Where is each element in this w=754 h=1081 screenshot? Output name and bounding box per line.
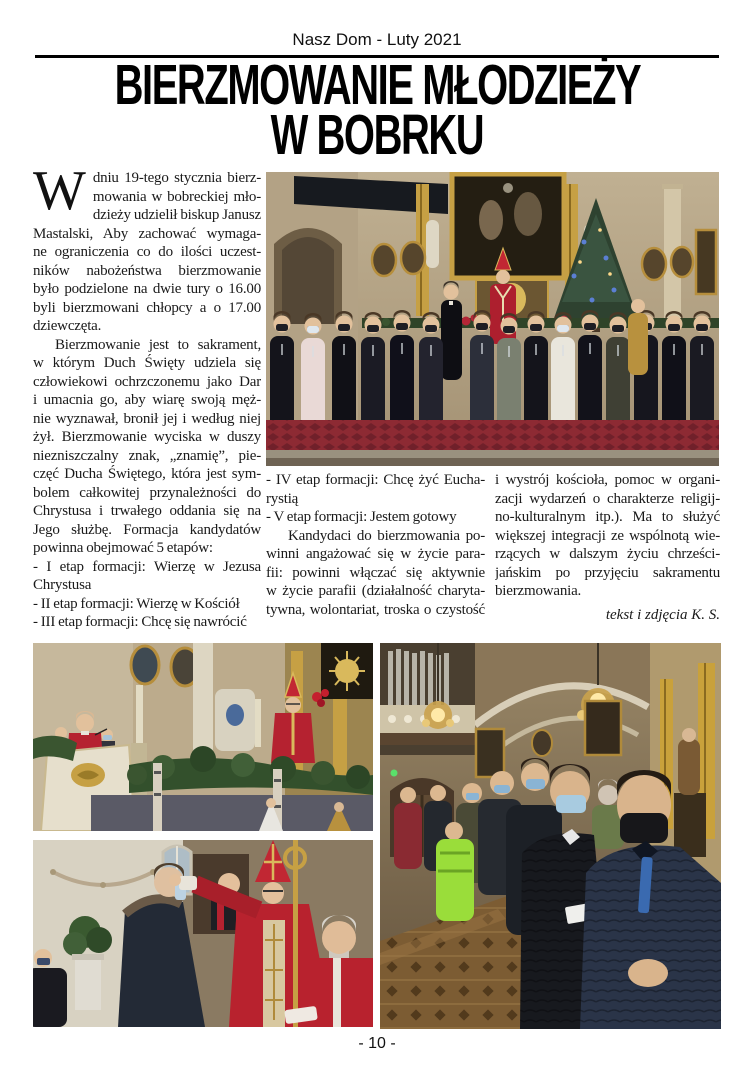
left-column-text: [33, 160, 261, 632]
article-title: [0, 53, 754, 167]
right-column-text: [495, 471, 720, 601]
article-column-right: [495, 471, 720, 624]
text-line: powinna obejmować 5 etapów:: [33, 540, 213, 556]
text-line: w życie parafii (działalność charyta-: [266, 583, 485, 599]
text-line: - II etap formacji: Wierzę w Kościół: [33, 595, 240, 612]
article-column-left: [33, 160, 261, 632]
text-line: - I etap formacji: Wierzę w Jezusa: [33, 558, 261, 575]
text-line: dzieży udzielił biskup Janusz: [92, 207, 261, 223]
text-line: jańskim po przyjęciu sakramentu: [495, 564, 720, 581]
organ-loft: [380, 643, 475, 755]
photo-confirmation-group-art: [266, 172, 719, 466]
text-line: Chrystusa i trwałego oddania się na: [33, 503, 261, 519]
text-line: tywna, wolontariat, troska o czystość: [266, 601, 485, 618]
photo-liturgy-ambo-art: [33, 643, 373, 831]
text-line: - IV etap formacji: Chcę żyć Eucha-: [266, 472, 485, 488]
text-line: Chrystusa: [33, 577, 92, 593]
article-title-line-1: BIERZMOWANIE MŁODZIEŻY: [114, 53, 640, 117]
text-line: zacji wydarzeń o charakterze religij-: [495, 490, 720, 507]
text-line: rzących w dalszym życiu chrześci-: [495, 546, 720, 562]
sanctuary-floor: [266, 420, 719, 466]
text-line: większej integracji ze wspólnotą wie-: [495, 527, 720, 544]
text-line: nie wyznawał, bronił jej i według niej: [33, 410, 261, 427]
text-line: rystią: [266, 490, 299, 507]
text-line: i wystrój kościoła, pomoc w organi-: [495, 472, 720, 488]
article-column-middle: [266, 471, 485, 619]
photo-procession-art: [380, 643, 721, 1029]
text-line: niezniszczalny znak, „znamię”, pie-: [33, 447, 261, 464]
text-line: fii: powinni włączać się aktywnie: [266, 564, 485, 581]
text-line: - V etap formacji: Jestem gotowy: [266, 509, 457, 525]
text-line: Jego służbę. Formacja kandydatów: [33, 521, 261, 538]
text-line: ne ograniczenia co do ilości uczest-: [33, 244, 261, 260]
page-number: - 10 -: [358, 1035, 396, 1052]
text-line: żył. Bierzmowanie wyciska w duszy: [33, 429, 261, 445]
text-line: częć Ducha Świętego, która jest sym-: [33, 466, 261, 482]
article-title-line-2: W BOBRKU: [270, 103, 484, 167]
text-line: dziewczęta.: [33, 318, 102, 334]
photo-anointing-art: [33, 840, 373, 1027]
text-line: winni angażować się w życie para-: [266, 546, 485, 562]
text-line: Kandydaci do bierzmowania po-: [288, 527, 485, 544]
text-line: w którym Duch Święty udziela się: [33, 355, 261, 371]
photo-anointing: [33, 840, 373, 1027]
text-line: bolem całkowitej przynależności do: [33, 484, 261, 501]
drop-cap: W: [33, 160, 86, 222]
text-line: dniu 19-tego stycznia bierz-: [92, 170, 261, 186]
text-line: byli bierzmowani chłopcy a o 17.00: [33, 299, 261, 316]
text-line: Bierzmowanie jest to sakrament,: [55, 336, 261, 353]
masthead-title: Nasz Dom - Luty 2021: [292, 30, 462, 49]
photo-liturgy-ambo: [33, 643, 373, 831]
middle-column-text: [266, 471, 485, 619]
author-credit: tekst i zdjęcia K. S.: [605, 606, 720, 623]
text-line: - III etap formacji: Chcę się nawrócić: [33, 614, 247, 630]
text-line: mowania w bobreckiej mło-: [92, 188, 261, 205]
text-line: było podzielone na dwie tury o 16.00: [33, 281, 261, 297]
photo-procession: [380, 643, 721, 1029]
text-line: i umacnia go, aby wiarę swoją męż-: [33, 392, 261, 408]
photo-confirmation-group: [266, 172, 719, 466]
text-line: bierzmowania.: [495, 583, 582, 599]
text-line: człowiekowi ochrzczonemu jako Dar: [33, 373, 261, 390]
bishop-cathedra: [215, 689, 255, 751]
text-line: ników nabożeństwa bierzmowanie: [33, 262, 261, 279]
text-line: no-kulturalnym itp.). Ma to służyć: [495, 509, 720, 525]
text-line: Mastalski, Aby zachować wymaga-: [33, 225, 261, 242]
